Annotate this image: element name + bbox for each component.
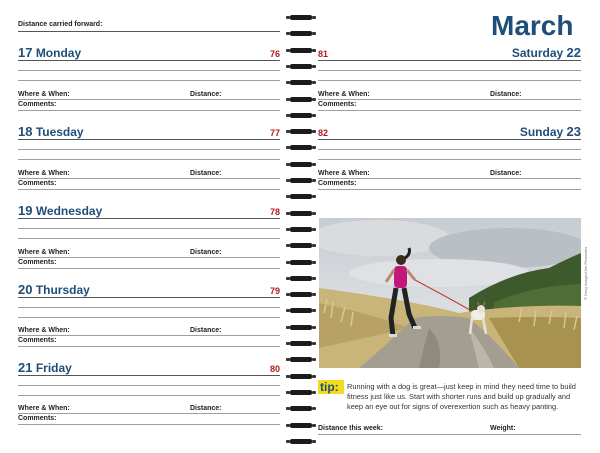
writing-line [18, 297, 280, 298]
carried-forward-label: Distance carried forward: [18, 21, 103, 28]
writing-line [318, 149, 581, 150]
writing-line [318, 178, 581, 179]
month-title: March [491, 10, 574, 41]
day-date: 21 [18, 360, 33, 375]
writing-line [18, 70, 280, 71]
spiral-ring [286, 324, 316, 331]
day-date: 20 [18, 282, 33, 297]
writing-line [318, 99, 581, 100]
day-name: Sunday [519, 125, 564, 139]
distance-label: Distance: [190, 327, 222, 334]
writing-line [18, 375, 280, 376]
photo-illustration [319, 218, 581, 368]
spiral-ring [286, 422, 316, 429]
distance-label: Distance: [490, 91, 522, 98]
spiral-ring [286, 112, 316, 119]
day-date: 18 [18, 124, 33, 139]
spiral-ring [286, 259, 316, 266]
day-heading [18, 282, 90, 297]
day-name: Monday [35, 46, 82, 60]
day-of-year: 79 [270, 286, 281, 296]
spiral-ring [286, 144, 316, 151]
writing-line [318, 139, 581, 140]
distance-label: Distance: [490, 170, 522, 177]
comments-label: Comments: [18, 180, 57, 187]
spiral-ring [286, 47, 316, 54]
day-of-year: 80 [270, 364, 281, 374]
writing-line [318, 80, 581, 81]
comments-label: Comments: [18, 337, 57, 344]
spiral-ring [286, 161, 316, 168]
comments-label: Comments: [18, 101, 57, 108]
writing-line [318, 110, 581, 111]
writing-line [18, 80, 280, 81]
spiral-ring [286, 307, 316, 314]
spiral-ring [286, 405, 316, 412]
spiral-ring [286, 389, 316, 396]
writing-line [318, 159, 581, 160]
spiral-binding [286, 0, 316, 453]
day-name: Thursday [35, 283, 90, 297]
writing-line [18, 159, 280, 160]
comments-label: Comments: [318, 101, 357, 108]
tip-text: Running with a dog is great—just keep in mind they need time to build fitness just like us. Start with shorter runs and build up gradually and keep an eye out for signs of overexertion such as heavy panting. [347, 382, 576, 411]
day-date: 17 [18, 45, 33, 60]
spiral-ring [286, 63, 316, 70]
day-date: 23 [566, 124, 581, 139]
writing-line [18, 317, 280, 318]
distance-label: Distance: [190, 170, 222, 177]
spiral-ring [286, 14, 316, 21]
writing-line [18, 99, 280, 100]
writing-line [18, 238, 280, 239]
distance-label: Distance: [190, 405, 222, 412]
day-heading [512, 45, 581, 60]
spiral-ring [286, 79, 316, 86]
day-name: Wednesday [35, 204, 103, 218]
day-heading [18, 45, 81, 60]
writing-line [318, 189, 581, 190]
day-of-year: 81 [318, 49, 329, 59]
runner-with-dog-photo [319, 218, 581, 368]
where-when-label: Where & When: [18, 405, 70, 412]
spiral-ring [286, 242, 316, 249]
writing-line [18, 139, 280, 140]
spiral-ring [286, 373, 316, 380]
writing-line [18, 228, 280, 229]
writing-line [18, 110, 280, 111]
day-date: 22 [566, 45, 581, 60]
spiral-ring [286, 438, 316, 445]
where-when-label: Where & When: [18, 91, 70, 98]
writing-line [18, 60, 280, 61]
spiral-ring [286, 30, 316, 37]
writing-line [18, 307, 280, 308]
day-of-year: 78 [270, 207, 281, 217]
writing-line [318, 60, 581, 61]
writing-line [18, 149, 280, 150]
spiral-ring [286, 275, 316, 282]
where-when-label: Where & When: [318, 170, 370, 177]
left-page [0, 0, 290, 453]
day-heading [18, 360, 72, 375]
comments-label: Comments: [318, 180, 357, 187]
day-of-year: 77 [270, 128, 281, 138]
spiral-ring [286, 96, 316, 103]
where-when-label: Where & When: [18, 327, 70, 334]
day-name: Saturday [511, 46, 564, 60]
comments-label: Comments: [18, 415, 57, 422]
writing-line [18, 385, 280, 386]
spiral-ring [286, 193, 316, 200]
day-heading [520, 124, 581, 139]
distance-this-week-label: Distance this week: [318, 425, 383, 432]
spiral-ring [286, 356, 316, 363]
spiral-ring [286, 210, 316, 217]
comments-label: Comments: [18, 259, 57, 266]
writing-line [18, 424, 280, 425]
photo-credit: © Drag Images/Jim Picmaster [583, 246, 588, 300]
writing-line [18, 257, 280, 258]
day-of-year: 76 [270, 49, 281, 59]
spiral-ring [286, 128, 316, 135]
writing-line [318, 434, 581, 435]
where-when-label: Where & When: [18, 170, 70, 177]
day-name: Tuesday [35, 125, 84, 139]
where-when-label: Where & When: [18, 249, 70, 256]
writing-line [18, 218, 280, 219]
writing-line [18, 413, 280, 414]
day-name: Friday [35, 361, 72, 375]
divider [18, 31, 280, 32]
spiral-ring [286, 177, 316, 184]
spiral-ring [286, 291, 316, 298]
spiral-ring [286, 226, 316, 233]
day-date: 19 [18, 203, 33, 218]
distance-label: Distance: [190, 91, 222, 98]
day-of-year: 82 [318, 128, 329, 138]
writing-line [18, 335, 280, 336]
writing-line [18, 346, 280, 347]
writing-line [18, 268, 280, 269]
tip-badge: tip: [320, 380, 339, 394]
where-when-label: Where & When: [318, 91, 370, 98]
writing-line [18, 178, 280, 179]
day-heading [18, 124, 84, 139]
writing-line [318, 70, 581, 71]
distance-label: Distance: [190, 249, 222, 256]
weight-label: Weight: [490, 425, 516, 432]
writing-line [18, 395, 280, 396]
spiral-ring [286, 340, 316, 347]
day-heading [18, 203, 102, 218]
writing-line [18, 189, 280, 190]
